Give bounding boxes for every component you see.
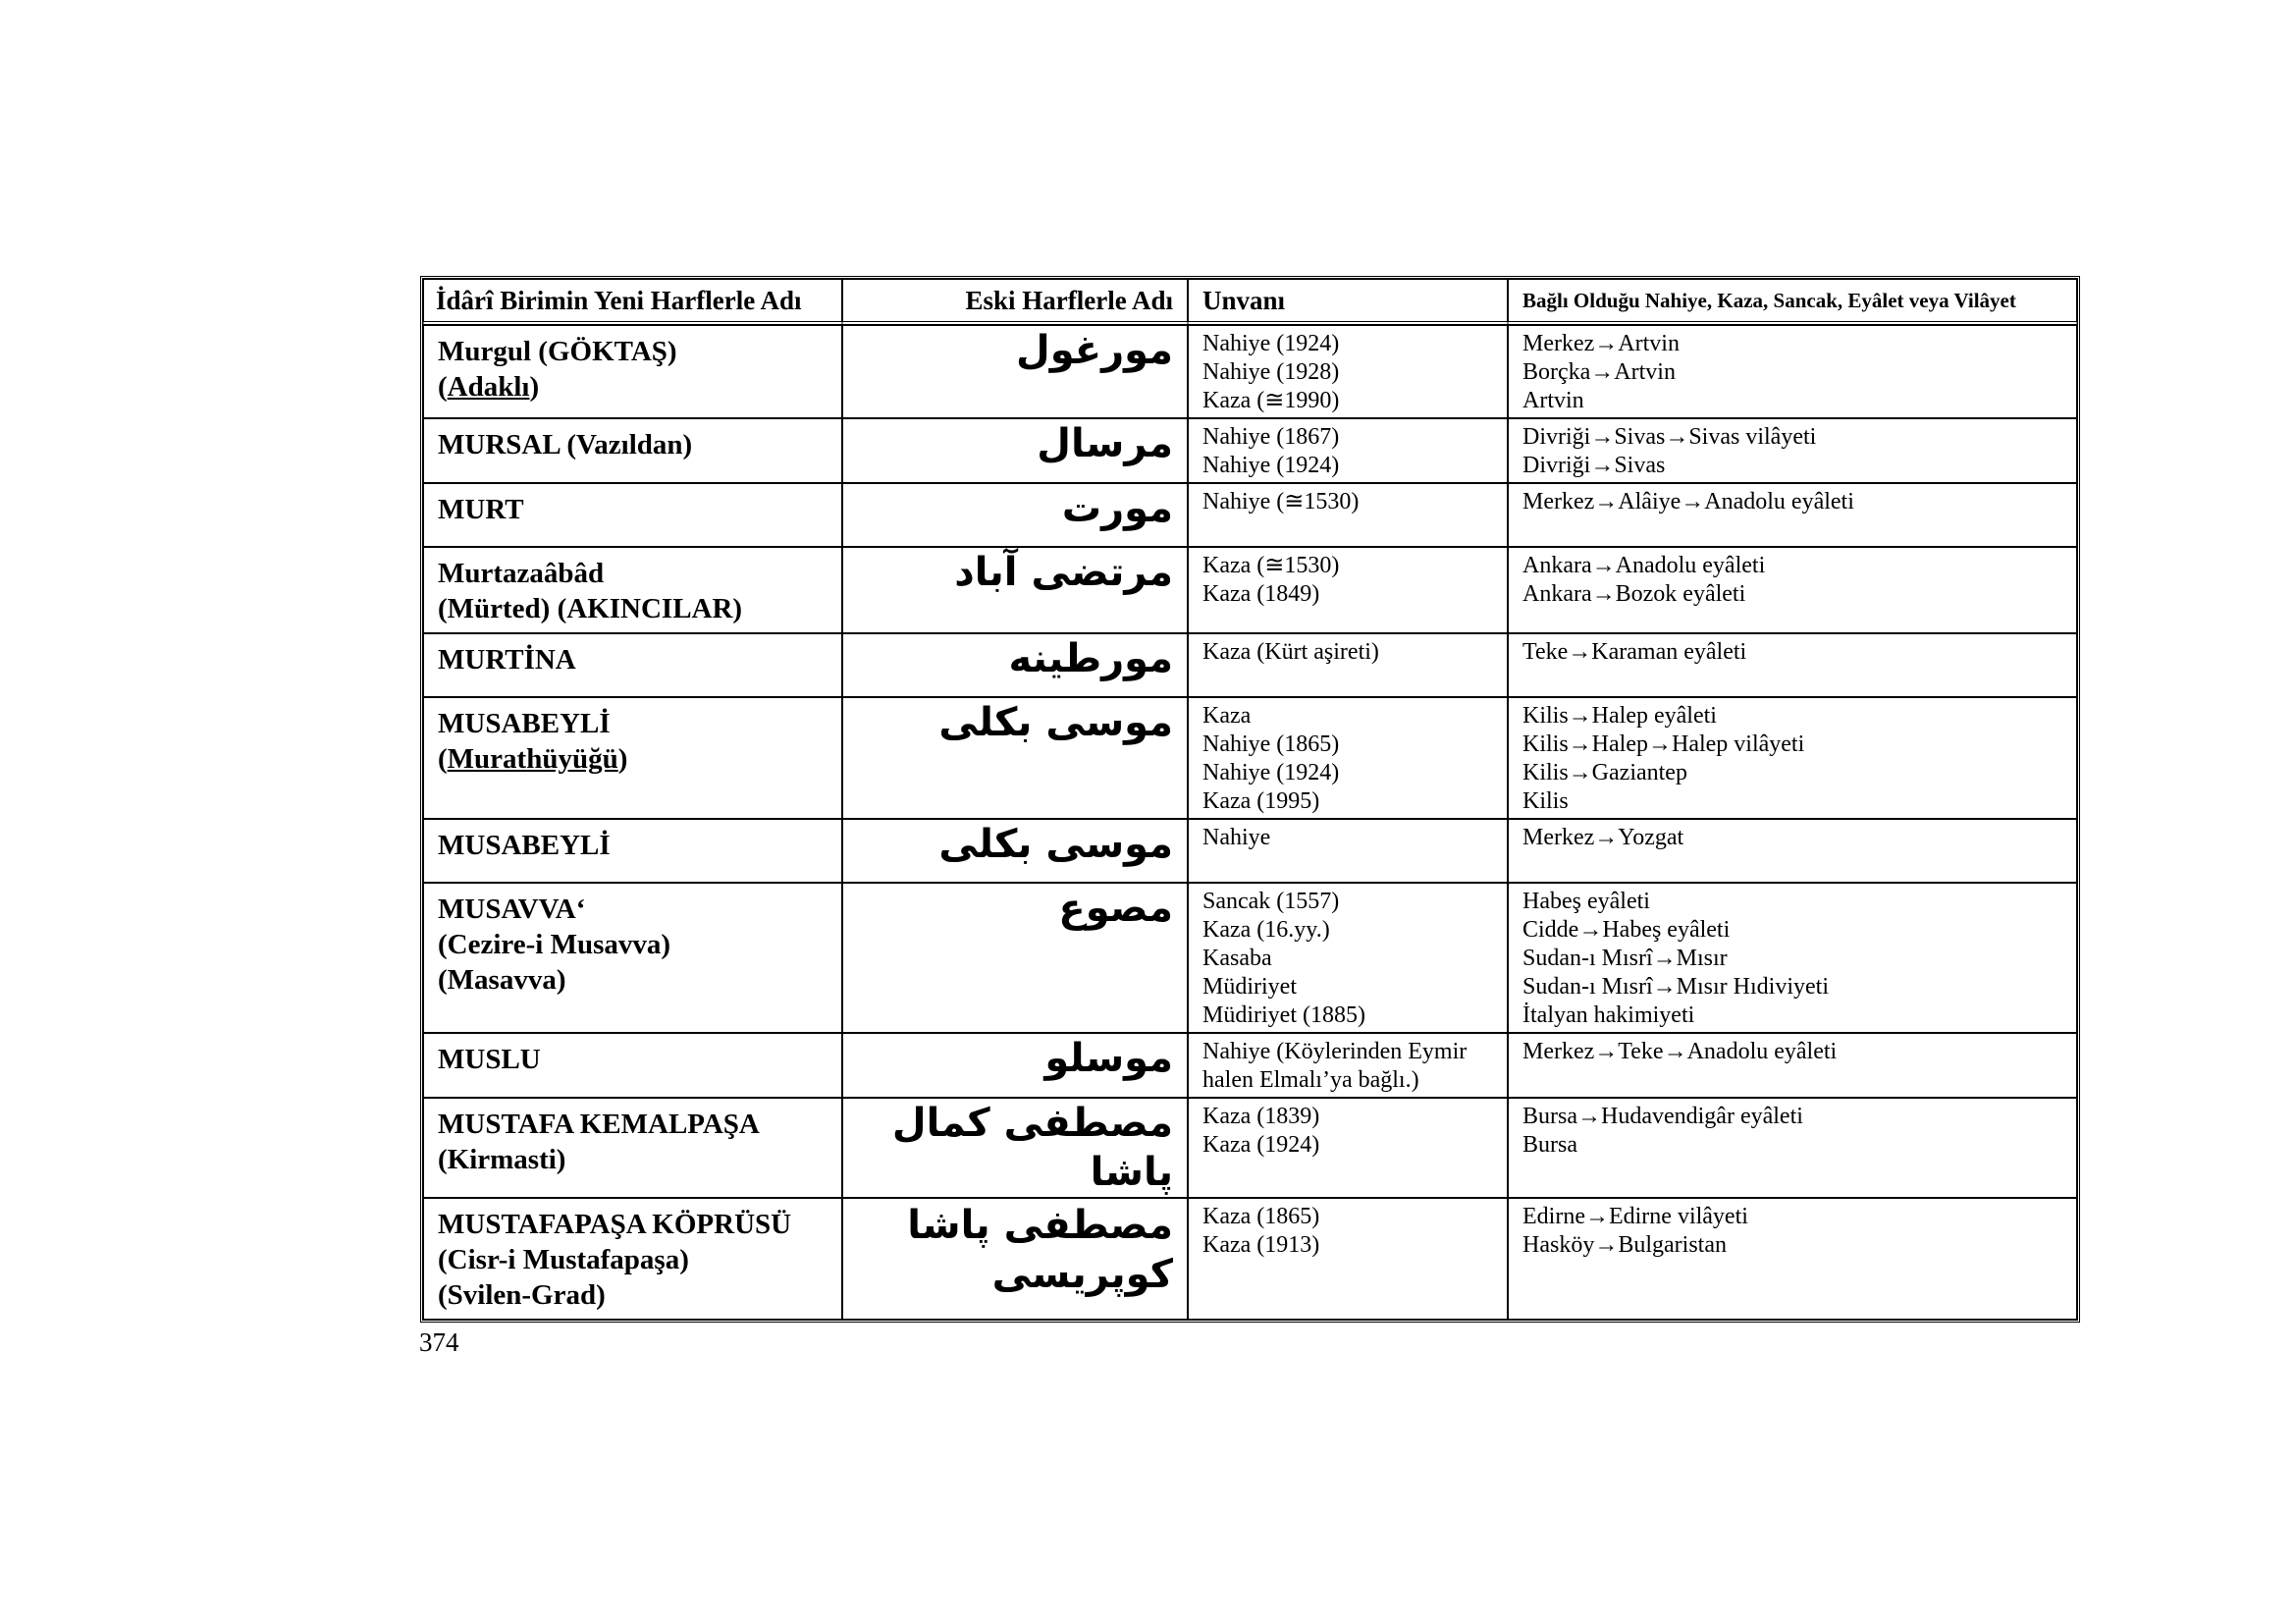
arabic-name: مورغول: [1016, 328, 1173, 373]
arabic-name: موسى بكلى: [938, 822, 1173, 867]
arabic-name: مورت: [1061, 486, 1173, 531]
row-old-name-cell: [842, 883, 1188, 1033]
row-old-name-cell: [842, 1198, 1188, 1320]
arabic-name: مرسال: [1037, 421, 1173, 466]
table-row: [423, 819, 2077, 883]
row-unvan-cell: Kaza (1839) Kaza (1924): [1188, 1098, 1508, 1198]
row-unvan-cell: Nahiye (≅1530): [1188, 483, 1508, 547]
table-row: [423, 1098, 2077, 1198]
table-header-row: [423, 279, 2077, 325]
row-bagli-cell: Merkez→Yozgat: [1508, 819, 2077, 883]
arabic-name: مرتضى آباد: [954, 550, 1173, 595]
underlined-name: Adaklı: [447, 371, 530, 403]
row-name-cell: MUSAVVA‘ (Cezire-i Musavva) (Masavva): [423, 883, 842, 1033]
row-unvan-cell: Nahiye: [1188, 819, 1508, 883]
underlined-name: Murathüyüğü: [447, 743, 618, 775]
row-name-cell: MURT: [423, 483, 842, 547]
header-bagli: Bağlı Olduğu Nahiye, Kaza, Sancak, Eyâlet veya Vilâyet: [1508, 279, 2077, 325]
administrative-units-table: [420, 276, 2080, 1323]
row-old-name-cell: [842, 819, 1188, 883]
row-bagli-cell: Habeş eyâleti Cidde→Habeş eyâleti Sudan-ı Mısrî→Mısır Sudan-ı Mısrî→Mısır Hıdiviyeti İtalyan hakimiyeti: [1508, 883, 2077, 1033]
row-name-cell: MUSABEYLİ: [423, 819, 842, 883]
page-number: 374: [419, 1327, 459, 1357]
arabic-name-line2: كوپريسى: [991, 1252, 1173, 1297]
arabic-name: مصوع: [1058, 886, 1173, 931]
row-unvan-cell: Sancak (1557) Kaza (16.yy.) Kasaba Müdiriyet Müdiriyet (1885): [1188, 883, 1508, 1033]
row-bagli-cell: Merkez→Alâiye→Anadolu eyâleti: [1508, 483, 2077, 547]
row-bagli-cell: Merkez→Teke→Anadolu eyâleti: [1508, 1033, 2077, 1098]
row-bagli-cell: Bursa→Hudavendigâr eyâleti Bursa: [1508, 1098, 2077, 1198]
row-name-cell: MUSLU: [423, 1033, 842, 1098]
table-row: [423, 483, 2077, 547]
header-unvan: Unvanı: [1188, 279, 1508, 325]
table-row: [423, 1033, 2077, 1098]
row-old-name-cell: [842, 1098, 1188, 1198]
row-unvan-cell: Nahiye (1867) Nahiye (1924): [1188, 418, 1508, 483]
arabic-name: موسلو: [1044, 1036, 1173, 1081]
arabic-name: مصطفى پاشا: [907, 1203, 1173, 1248]
row-name-cell: Murgul (GÖKTAŞ) (Adaklı): [423, 325, 842, 418]
arabic-name: مصطفى كمال پاشا: [891, 1101, 1173, 1195]
row-bagli-cell: Teke→Karaman eyâleti: [1508, 633, 2077, 697]
row-unvan-cell: Kaza Nahiye (1865) Nahiye (1924) Kaza (1995): [1188, 697, 1508, 819]
table-row: [423, 883, 2077, 1033]
arabic-name: موسى بكلى: [938, 700, 1173, 745]
row-bagli-cell: Divriği→Sivas→Sivas vilâyeti Divriği→Sivas: [1508, 418, 2077, 483]
row-bagli-cell: Merkez→Artvin Borçka→Artvin Artvin: [1508, 325, 2077, 418]
header-new-name: İdârî Birimin Yeni Harflerle Adı: [423, 279, 842, 325]
table-row: [423, 547, 2077, 633]
row-old-name-cell: [842, 483, 1188, 547]
row-name-cell: MURTİNA: [423, 633, 842, 697]
row-unvan-cell: Nahiye (Köylerinden Eymir halen Elmalı’ya bağlı.): [1188, 1033, 1508, 1098]
row-old-name-cell: [842, 325, 1188, 418]
table-row: [423, 697, 2077, 819]
row-bagli-cell: Ankara→Anadolu eyâleti Ankara→Bozok eyâleti: [1508, 547, 2077, 633]
row-old-name-cell: [842, 547, 1188, 633]
row-bagli-cell: Edirne→Edirne vilâyeti Hasköy→Bulgaristan: [1508, 1198, 2077, 1320]
row-name-line: Murgul (GÖKTAŞ): [438, 336, 677, 367]
row-old-name-cell: [842, 633, 1188, 697]
row-old-name-cell: [842, 1033, 1188, 1098]
row-unvan-cell: Nahiye (1924) Nahiye (1928) Kaza (≅1990): [1188, 325, 1508, 418]
row-unvan-cell: Kaza (Kürt aşireti): [1188, 633, 1508, 697]
header-old-name: Eski Harflerle Adı: [842, 279, 1188, 325]
row-old-name-cell: [842, 697, 1188, 819]
table-row: [423, 325, 2077, 418]
table-row: [423, 418, 2077, 483]
row-bagli-cell: Kilis→Halep eyâleti Kilis→Halep→Halep vilâyeti Kilis→Gaziantep Kilis: [1508, 697, 2077, 819]
row-name-cell: MUSTAFA KEMALPAŞA (Kirmasti): [423, 1098, 842, 1198]
row-name-cell: MUSABEYLİ (Murathüyüğü): [423, 697, 842, 819]
row-unvan-cell: Kaza (≅1530) Kaza (1849): [1188, 547, 1508, 633]
row-unvan-cell: Kaza (1865) Kaza (1913): [1188, 1198, 1508, 1320]
row-old-name-cell: [842, 418, 1188, 483]
arabic-name: مورطينه: [1008, 636, 1173, 681]
row-name-cell: Murtazaâbâd (Mürted) (AKINCILAR): [423, 547, 842, 633]
table-row: [423, 633, 2077, 697]
table-row: [423, 1198, 2077, 1320]
row-name-cell: MURSAL (Vazıldan): [423, 418, 842, 483]
row-name-cell: MUSTAFAPAŞA KÖPRÜSÜ (Cisr-i Mustafapaşa) (Svilen-Grad): [423, 1198, 842, 1320]
